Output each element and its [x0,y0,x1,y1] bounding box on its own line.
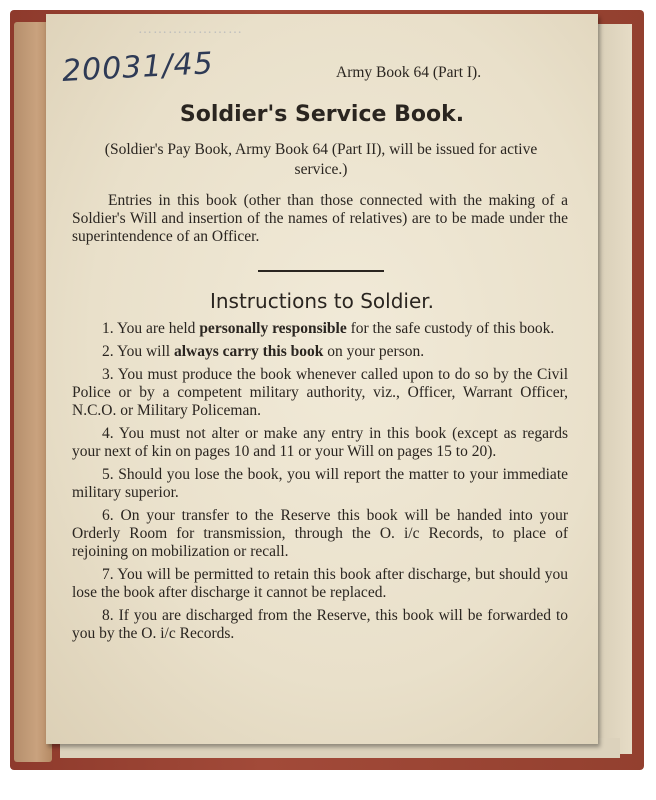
instruction-number: 1. [102,320,114,337]
instruction-number: 5. [102,466,114,483]
instruction-item [72,320,568,338]
instruction-number: 7. [102,566,114,583]
divider-rule [258,270,384,272]
instruction-number: 4. [102,425,114,442]
instruction-text: You must not alter or make any entry in this book (except as regards your next of kin on pages 10 and 11 or your Will on pages 15 to 20). [72,425,568,460]
instruction-text: You will be permitted to retain this book after discharge, but should you lose the book after discharge it cannot be replaced. [72,566,568,601]
faded-stamp: ………………… [138,22,243,37]
instruction-item [72,466,568,502]
instruction-item [72,366,568,420]
instruction-text: You will [116,343,174,360]
handwritten-number: 20031/45 [61,46,215,89]
instruction-text: You are held [116,320,200,337]
instruction-number: 6. [102,507,114,524]
page-title: Soldier's Service Book. [179,102,465,127]
pay-book-note: (Soldier's Pay Book, Army Book 64 (Part II), will be issued for active service.) [104,141,538,178]
service-book-page [46,14,598,744]
instruction-item [72,507,568,561]
instruction-number: 8. [102,607,114,624]
instruction-number: 2. [102,343,114,360]
instruction-emphasis: always carry this book [173,343,324,360]
instruction-number: 3. [102,366,114,383]
instruction-item [72,343,568,361]
instruction-text-end: on your person. [323,343,425,360]
instruction-item [72,566,568,602]
book-reference: Army Book 64 (Part I). [336,64,482,81]
instruction-item [72,607,568,643]
instructions-heading: Instructions to Soldier. [209,289,435,313]
instruction-text: You must produce the book whenever called upon to do so by the Civil Police or by a competent military authority, viz., Officer, Warrant Officer, N.C.O. or Military Policeman. [72,366,568,419]
instruction-item [72,425,568,461]
instruction-emphasis: personally responsible [199,320,347,337]
entries-paragraph: Entries in this book (other than those connected with the making of a Soldier's Will and insertion of the names of relatives) are to be made under the superintendence of an Officer. [72,192,568,245]
instruction-text-end: for the safe custody of this book. [346,320,555,337]
instruction-text: Should you lose the book, you will report the matter to your immediate military superior. [72,466,569,501]
instructions-list [72,320,568,648]
instruction-text: On your transfer to the Reserve this book will be handed into your Orderly Room for transmission, through the O. i/c Records, to place of rejoining on mobilization or recall. [72,507,568,560]
instruction-text: If you are discharged from the Reserve, this book will be forwarded to you by the O. i/c Records. [72,607,568,642]
